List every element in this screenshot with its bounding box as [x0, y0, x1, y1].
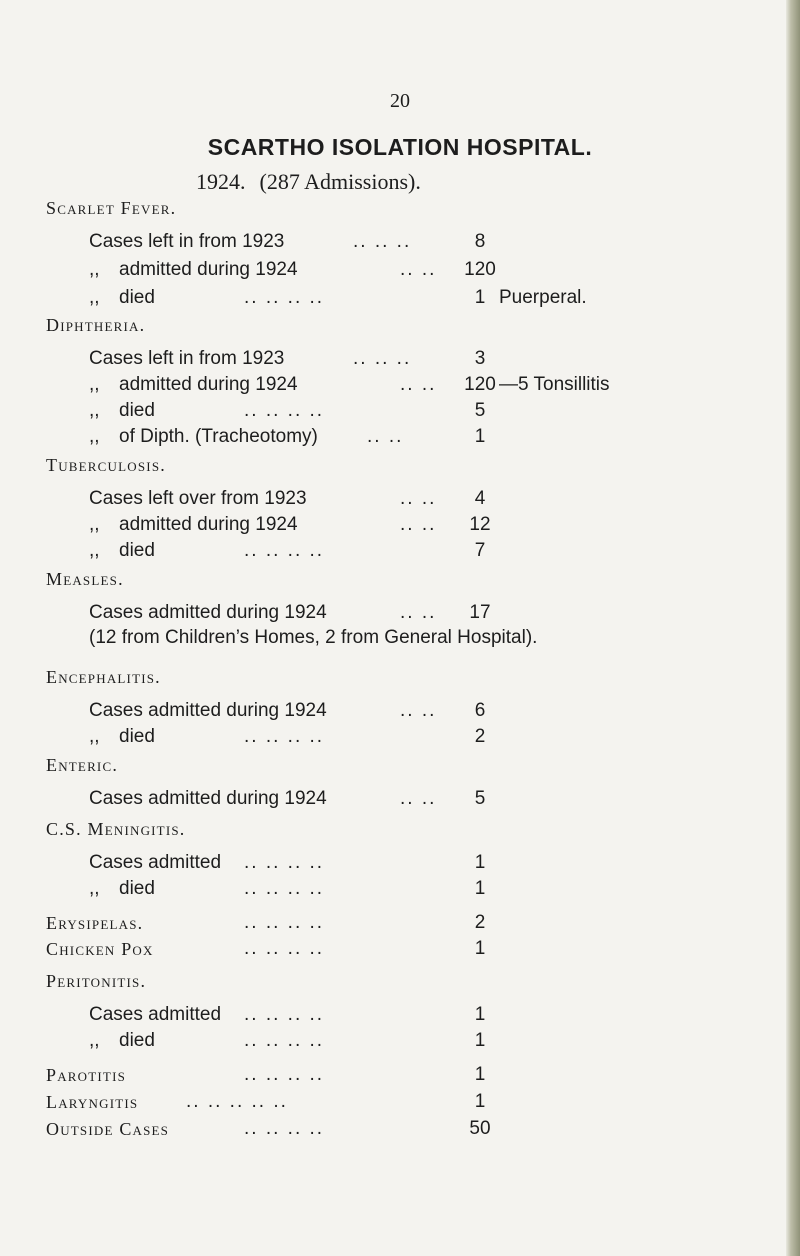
dots-text: .. .. .. .. — [244, 1118, 325, 1139]
row-value: 1 — [474, 287, 486, 308]
row-value: 5 — [474, 788, 486, 809]
leader-dots: .. .. .. .. — [244, 1030, 325, 1051]
page-number: 20 — [390, 90, 410, 112]
row-note: —5 Tonsillitis — [499, 374, 610, 395]
row-value: 5 — [474, 400, 486, 421]
row-value: 12 — [469, 514, 491, 535]
ditto-mark: ,, — [89, 878, 100, 899]
row-label — [89, 258, 298, 282]
row-value: 6 — [474, 700, 486, 721]
row-text: died — [119, 287, 155, 308]
page-edge-shadow — [786, 0, 800, 1256]
subtitle-admissions: (287 Admissions). — [259, 169, 421, 194]
row-label — [89, 513, 298, 537]
heading-tuberculosis: Tuberculosis. — [46, 455, 166, 475]
row-text: of Dipth. (Tracheotomy) — [119, 426, 318, 447]
row-value: 4 — [474, 488, 486, 509]
row-chicken-pox — [46, 937, 566, 961]
subtitle — [196, 169, 421, 195]
dots-text: .. .. .. .. — [244, 1064, 325, 1085]
row-label: Cases left over from 1923 — [89, 488, 307, 509]
dots-text: .. .. .. .. — [244, 912, 325, 933]
heading-scarlet-fever: Scarlet Fever. — [46, 198, 177, 218]
row-value: 7 — [474, 540, 486, 561]
row-label — [89, 286, 155, 310]
leader-dots: .. .. .. — [353, 348, 412, 369]
row-note: Puerperal. — [499, 287, 587, 308]
row-value: 2 — [474, 726, 486, 747]
row-value: 1 — [474, 1004, 486, 1025]
row-value: 1 — [474, 878, 486, 899]
row-value: 3 — [474, 348, 486, 369]
ditto-mark: ,, — [89, 1030, 100, 1051]
ditto-mark: ,, — [89, 374, 100, 395]
heading-outside-cases: Outside Cases — [46, 1119, 170, 1139]
row-label: Cases admitted — [89, 852, 222, 873]
row-text: died — [119, 1030, 155, 1051]
row-label: Cases left in from 1923 — [89, 348, 285, 369]
leader-dots: .. .. .. — [353, 231, 412, 252]
row-outside-cases — [46, 1117, 566, 1141]
heading-encephalitis: Encephalitis. — [46, 667, 161, 687]
row-value: 1 — [474, 1091, 486, 1112]
leader-dots: .. .. .. .. — [244, 1004, 325, 1025]
row-erysipelas — [46, 911, 566, 935]
row-text: admitted during 1924 — [119, 259, 298, 280]
row-label: Cases admitted during 1924 — [89, 700, 327, 721]
ditto-mark: ,, — [89, 514, 100, 535]
leader-dots: .. .. — [367, 426, 404, 447]
row-value: 17 — [469, 602, 491, 623]
row-label — [89, 373, 298, 397]
ditto-mark: ,, — [89, 287, 100, 308]
row-label: Cases left in from 1923 — [89, 231, 285, 252]
leader-dots: .. .. .. .. — [244, 878, 325, 899]
leader-dots: .. .. — [400, 259, 437, 280]
row-laryngitis — [46, 1090, 566, 1114]
heading-peritonitis: Peritonitis. — [46, 971, 147, 991]
leader-dots: .. .. .. .. — [244, 852, 325, 873]
row-label — [89, 1029, 155, 1053]
leader-dots: .. .. — [400, 488, 437, 509]
heading-measles: Measles. — [46, 569, 124, 589]
row-label — [89, 399, 155, 423]
row-value: 1 — [474, 852, 486, 873]
measles-note: (12 from Children’s Homes, 2 from General Hospital). — [89, 627, 538, 648]
leader-dots: .. .. — [400, 514, 437, 535]
heading-laryngitis: Laryngitis — [46, 1092, 139, 1112]
row-value: 8 — [474, 231, 486, 252]
leader-dots: .. .. .. .. — [244, 400, 325, 421]
row-value: 50 — [469, 1118, 491, 1139]
row-label — [89, 539, 155, 563]
leader-dots: .. .. — [400, 602, 437, 623]
heading-enteric: Enteric. — [46, 755, 119, 775]
row-value: 1 — [474, 1030, 486, 1051]
subtitle-year: 1924. — [196, 169, 246, 194]
row-text: admitted during 1924 — [119, 514, 298, 535]
leader-dots: .. .. — [400, 374, 437, 395]
dots-text: .. .. .. .. — [244, 938, 325, 959]
heading-erysipelas: Erysipelas. — [46, 913, 144, 933]
row-parotitis — [46, 1063, 566, 1087]
ditto-mark: ,, — [89, 400, 100, 421]
row-label — [89, 725, 155, 749]
row-text: died — [119, 400, 155, 421]
heading-diphtheria: Diphtheria. — [46, 315, 146, 335]
leader-dots: .. .. .. .. — [244, 726, 325, 747]
row-label: Cases admitted during 1924 — [89, 788, 327, 809]
leader-dots: .. .. .. .. — [244, 287, 325, 308]
row-label — [89, 425, 318, 449]
ditto-mark: ,, — [89, 726, 100, 747]
leader-dots: .. .. — [400, 788, 437, 809]
ditto-mark: ,, — [89, 259, 100, 280]
row-value: 1 — [474, 426, 486, 447]
row-value: 1 — [474, 1064, 486, 1085]
row-value: 2 — [474, 912, 486, 933]
row-value: 1 — [474, 938, 486, 959]
ditto-mark: ,, — [89, 540, 100, 561]
ditto-mark: ,, — [89, 426, 100, 447]
leader-dots: .. .. .. .. — [244, 540, 325, 561]
row-text: died — [119, 878, 155, 899]
row-text: admitted during 1924 — [119, 374, 298, 395]
row-label — [89, 877, 155, 901]
row-value: 120 — [464, 374, 496, 395]
heading-cs-meningitis: C.S. Meningitis. — [46, 819, 186, 839]
row-value: 120 — [464, 259, 496, 280]
leader-dots: .. .. — [400, 700, 437, 721]
row-label: Cases admitted during 1924 — [89, 602, 327, 623]
row-text: died — [119, 726, 155, 747]
dots-text: .. .. .. .. .. — [186, 1091, 288, 1112]
heading-chicken-pox: Chicken Pox — [46, 939, 154, 959]
row-label: Cases admitted — [89, 1004, 222, 1025]
page-title: SCARTHO ISOLATION HOSPITAL. — [207, 134, 593, 160]
row-text: died — [119, 540, 155, 561]
heading-parotitis: Parotitis — [46, 1065, 127, 1085]
